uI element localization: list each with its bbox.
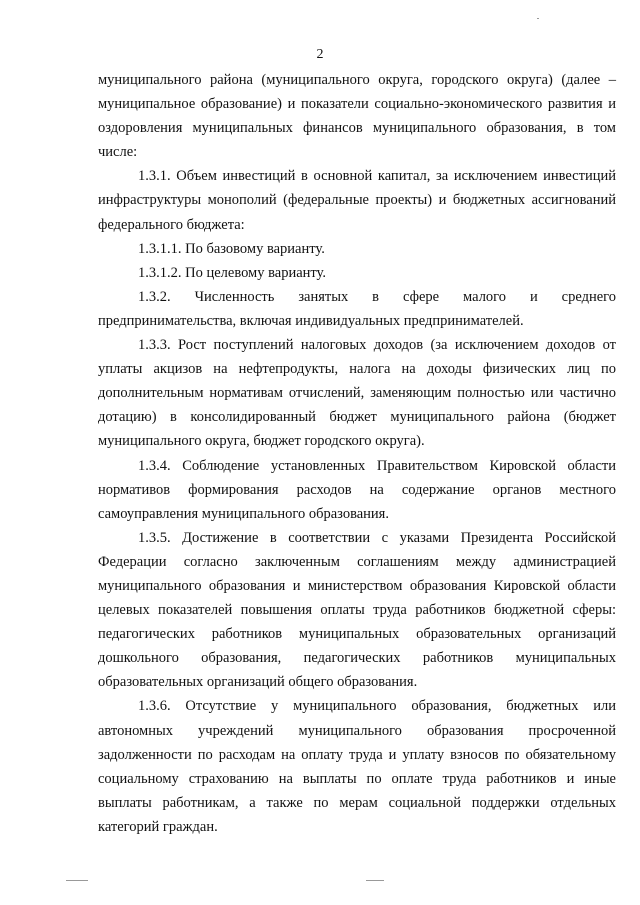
paragraph-1-3-3: 1.3.3. Рост поступлений налоговых доходов (за исключением доходов от уплаты акцизов на нефтепродукты, налога на доходы физических лиц по дополнительным нормативам отчислений, заменяющим полностью или частично дотацию) в консолидированный бюджет муниципального района (бюджет муниципального округа, бюджет городского округа). bbox=[98, 337, 616, 450]
paragraph-1-3-5: 1.3.5. Достижение в соответствии с указами Президента Российской Федерации согласно заключенным соглашениям между администрацией муниципального образования и министерством образования Кировской области целевых показателей повышения оплаты труда работников бюджетной сферы: педагогических работников муниципальных образовательных организаций дошкольного образования, педагогических работников муниципальных образовательных организаций общего образования. bbox=[98, 529, 616, 691]
paragraph-1-3-4: 1.3.4. Соблюдение установленных Правительством Кировской области нормативов формирования расходов на содержание органов местного самоуправления муниципального образования. bbox=[98, 457, 616, 522]
paragraph-1-3-6: 1.3.6. Отсутствие у муниципального образования, бюджетных или автономных учреждений муниципального образования просроченной задолженности по расходам на оплату труда и уплату взносов по обязательному социальному страхованию на выплаты по оплате труда работников и иные выплаты работникам, а также по мерам социальной поддержки отдельных категорий граждан. bbox=[98, 698, 616, 835]
paragraph-1-3-1: 1.3.1. Объем инвестиций в основной капитал, за исключением инвестиций инфраструктуры монополий (федеральные проекты) и бюджетных ассигнований федерального бюджета: bbox=[98, 168, 616, 233]
paragraph-intro: муниципального района (муниципального округа, городского округа) (далее – муниципальное образование) и показатели социально-экономического развития и оздоровления муниципальных финансов муниципального образования, в том числе: bbox=[98, 72, 616, 161]
paragraph-1-3-2-heading: 1.3.2. Численность занятых в сфере малого и среднего bbox=[138, 288, 616, 305]
document-body bbox=[98, 68, 616, 839]
page-number: 2 bbox=[316, 47, 324, 62]
scan-speck bbox=[66, 880, 88, 881]
paragraph-1-3-1-1: 1.3.1.1. По базовому варианту. bbox=[138, 240, 325, 257]
paragraph-1-3-2-continuation: предпринимательства, включая индивидуальных предпринимателей. bbox=[98, 312, 524, 329]
scan-speck bbox=[537, 18, 539, 19]
paragraph-1-3-1-2: 1.3.1.2. По целевому варианту. bbox=[138, 264, 326, 281]
scan-speck bbox=[366, 880, 384, 881]
